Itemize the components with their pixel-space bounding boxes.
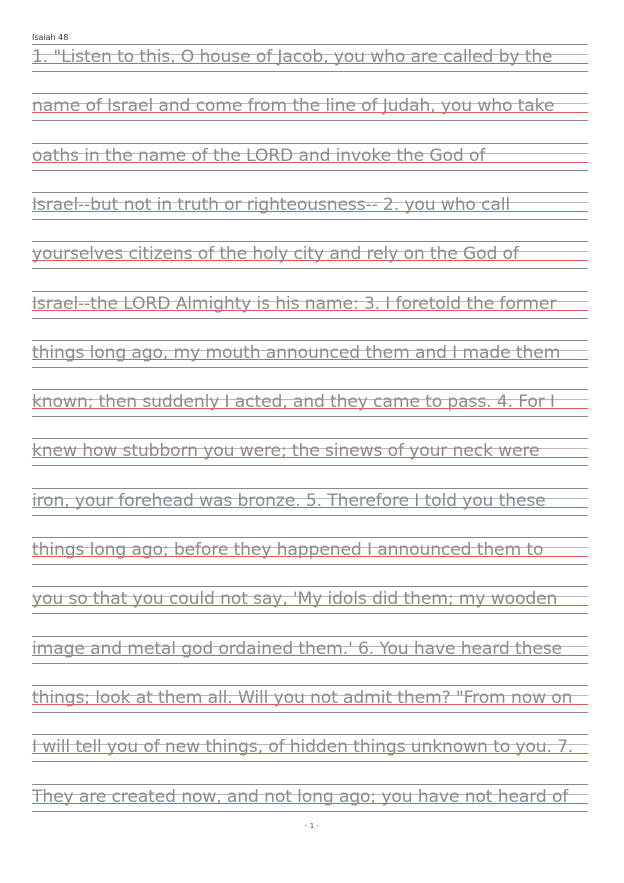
traceable-text: I will tell you of new things, of hidden things unknown to you. 7.	[32, 737, 574, 758]
guide-rule-bottom	[32, 268, 588, 269]
practice-line	[32, 44, 588, 72]
practice-line	[32, 93, 588, 121]
practice-line	[32, 143, 588, 171]
traceable-text: known; then suddenly I acted, and they came to pass. 4. For I	[32, 392, 555, 413]
guide-rule-bottom	[32, 465, 588, 466]
guide-rule-top	[32, 389, 588, 390]
traceable-text: oaths in the name of the LORD and invoke the God of	[32, 145, 486, 166]
traceable-text: things long ago; before they happened I announced them to	[32, 540, 544, 560]
guide-rule-top	[32, 438, 588, 439]
guide-rule-top	[32, 488, 588, 489]
traceable-text: Israel--but not in truth or righteousness-- 2. you who call	[32, 194, 511, 215]
guide-rule-bottom	[32, 219, 588, 220]
traceable-text: things long ago, my mouth announced them and I made them	[32, 342, 561, 363]
page-number: - 1 -	[305, 822, 319, 830]
practice-line	[32, 636, 588, 664]
guide-rule-top	[32, 192, 588, 193]
guide-rule-top	[32, 586, 588, 587]
traceable-text: knew how stubborn you were; the sinews of your neck were	[32, 441, 540, 462]
guide-rule-top	[32, 241, 588, 242]
traceable-text: image and metal god ordained them.' 6. You have heard these	[32, 638, 562, 659]
guide-rule-top	[32, 93, 588, 94]
practice-line	[32, 389, 588, 417]
guide-rule-top	[32, 537, 588, 538]
guide-rule-top	[32, 340, 588, 341]
guide-rule-top	[32, 685, 588, 686]
practice-line	[32, 438, 588, 466]
practice-line	[32, 734, 588, 762]
guide-rule-bottom	[32, 170, 588, 171]
page-header-title: Isaiah 48	[32, 33, 69, 42]
guide-rule-bottom	[32, 761, 588, 762]
practice-line	[32, 685, 588, 713]
practice-line	[32, 586, 588, 614]
guide-rule-top	[32, 636, 588, 637]
guide-rule-top	[32, 143, 588, 144]
traceable-text: 1. "Listen to this, O house of Jacob, you who are called by the	[32, 47, 553, 67]
guide-rule-bottom	[32, 416, 588, 417]
practice-line	[32, 340, 588, 368]
guide-rule-top	[32, 734, 588, 735]
practice-line	[32, 192, 588, 220]
guide-rule-bottom	[32, 712, 588, 713]
traceable-text: things; look at them all. Will you not admit them? "From now on	[32, 687, 573, 708]
guide-rule-top	[32, 291, 588, 292]
practice-line	[32, 537, 588, 565]
traceable-text: Israel--the LORD Almighty is his name: 3. I foretold the former	[32, 293, 557, 314]
traceable-text: name of Israel and come from the line of Judah, you who take	[32, 96, 555, 117]
guide-rule-top	[32, 784, 588, 785]
traceable-text: They are created now, and not long ago; you have not heard of	[32, 786, 569, 807]
practice-line	[32, 784, 588, 812]
guide-rule-bottom	[32, 663, 588, 664]
guide-rule-bottom	[32, 367, 588, 368]
traceable-text: yourselves citizens of the holy city and rely on the God of	[32, 244, 519, 265]
guide-rule-bottom	[32, 811, 588, 812]
guide-rule-top	[32, 44, 588, 45]
guide-rule-bottom	[32, 515, 588, 516]
traceable-text: you so that you could not say, 'My idols did them; my wooden	[32, 589, 558, 610]
guide-rule-bottom	[32, 120, 588, 121]
practice-line	[32, 291, 588, 319]
guide-rule-bottom	[32, 318, 588, 319]
guide-rule-bottom	[32, 564, 588, 565]
guide-rule-bottom	[32, 613, 588, 614]
traceable-text: iron, your forehead was bronze. 5. Therefore I told you these	[32, 490, 546, 511]
practice-line	[32, 241, 588, 269]
guide-rule-bottom	[32, 71, 588, 72]
practice-line	[32, 488, 588, 516]
